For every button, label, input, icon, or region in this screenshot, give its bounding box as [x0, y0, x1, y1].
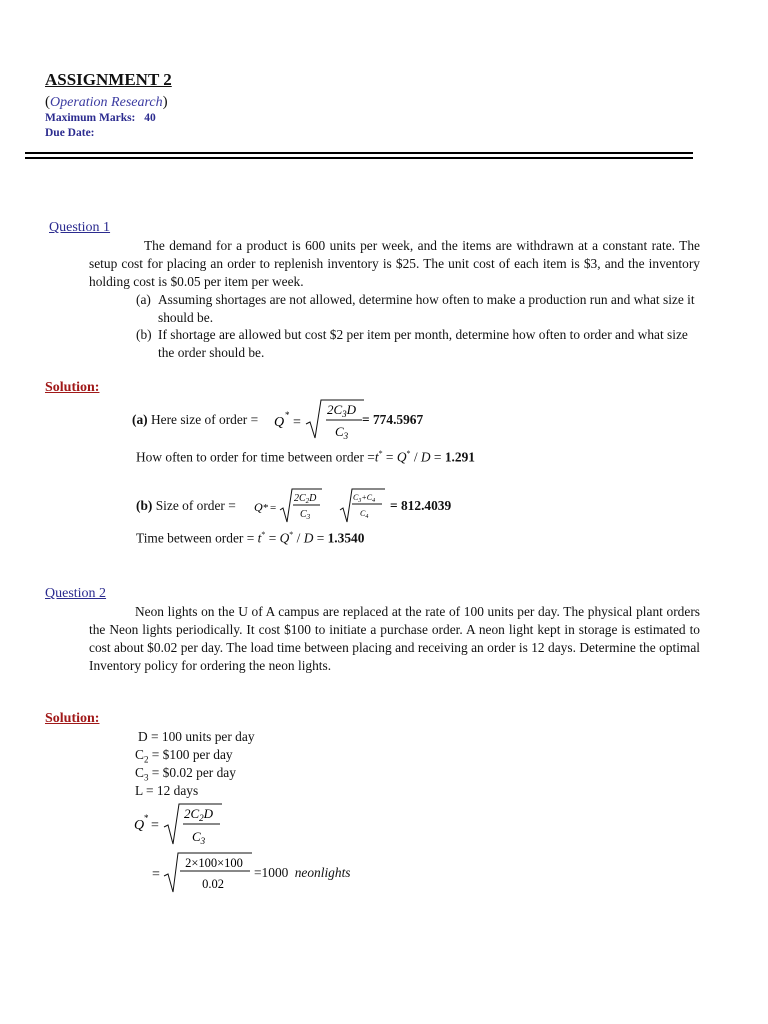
assignment-title: ASSIGNMENT 2: [45, 70, 172, 89]
svg-text:Q: Q: [134, 818, 145, 833]
question-1-part-a: [136, 291, 700, 327]
given-d: D = 100 units per day: [138, 729, 255, 744]
eoq-calculation: [150, 850, 260, 894]
max-marks-label: Maximum Marks:: [45, 112, 136, 124]
svg-text:*: *: [285, 410, 290, 420]
svg-text:C3: $C_3$: [300, 509, 311, 521]
question-2-body: Neon lights on the U of A campus are replaced at the rate of 100 units per day. The physical plant orders the Neon lights periodically. It cost $100 to initiate a purchase order. A neon light kept in storage is estimated to cost about $0.02 per day. The load time between placing and receiving an order is 12 days. Determine the optimal Inventory policy for ordering the neon lights.: [89, 604, 700, 673]
solution-1b-result-value: = 812.4039: [390, 498, 452, 513]
header-rule-bottom: [25, 157, 693, 159]
time-between-text: Time between order =: [136, 530, 255, 546]
question-2-heading: Question 2: [45, 586, 107, 601]
solution-1a-result-value: = 774.5967: [362, 412, 424, 427]
svg-text:2C2D: $2C_2D$: [294, 493, 317, 505]
svg-text:=: =: [270, 502, 277, 514]
svg-text:C3: $C_3$: [335, 424, 349, 441]
svg-text:=: =: [152, 867, 160, 882]
svg-text:2C3D: $2C_3D$: [327, 402, 357, 419]
svg-text:2C2D: $2C_2D$: [184, 806, 214, 823]
time-between-line: Time between order = t* = Q* / D = 1.3540: [136, 530, 365, 546]
question-2-text: [89, 603, 700, 675]
given-c3: $C_3$ = $0.02 per day: [135, 765, 236, 783]
solution-1a-label: (a): [132, 412, 148, 427]
given-c2-value: = $100 per day: [148, 747, 233, 762]
calc-unit: neonlights: [294, 865, 351, 880]
part-b-text: If shortage are allowed but cost $2 per item per month, determine how often to order and what size the order should be.: [158, 327, 688, 360]
part-a-text: Assuming shortages are not allowed, determine how often to make a production run and what size it should be.: [158, 292, 695, 325]
header-rule-top: [25, 152, 693, 154]
calc-result-line: [254, 864, 351, 882]
given-c3-value: = $0.02 per day: [148, 765, 236, 780]
solution-1b-line: [136, 498, 236, 514]
svg-text:C3+C4: $C_3+C_4$: [353, 493, 376, 504]
svg-text:C4: $C_4$: [360, 509, 369, 520]
due-date-label: Due Date:: [45, 127, 95, 139]
calc-denominator: 0.02: [202, 877, 224, 891]
solution-2-heading: Solution:: [45, 711, 100, 726]
solution-1b-result: [390, 498, 451, 514]
svg-text:C3: $C_3$: [192, 829, 206, 846]
question-1-body: The demand for a product is 600 units per week, and the items are withdrawn at a constant rate. The setup cost for placing an order to replenish inventory is $25. The unit cost of each item is $3, and the inventory holding cost is $0.05 per item per week.: [89, 238, 700, 289]
svg-text:=: =: [293, 415, 301, 430]
calc-result: =1000: [254, 865, 289, 880]
eoq-formula-1b: [252, 486, 392, 526]
subject-line: (Operation Research): [45, 94, 168, 110]
how-often-text: How often to order for time between order =: [136, 449, 375, 465]
solution-1a-result: [362, 412, 423, 428]
question-1-heading: Question 1: [49, 220, 111, 235]
svg-text:*: *: [144, 813, 149, 823]
solution-1a-line: [132, 412, 258, 428]
calc-numerator: 2×100×100: [185, 856, 243, 870]
solution-1b-label: (b): [136, 498, 153, 513]
eoq-formula-1a: [272, 396, 372, 444]
svg-text:Q: Q: [254, 500, 263, 514]
subject-name: Operation Research: [50, 95, 163, 110]
question-1-text: [89, 237, 700, 291]
svg-text:Q: Q: [274, 415, 285, 430]
part-b-label: (b): [136, 327, 152, 342]
svg-text:=: =: [151, 818, 159, 833]
max-marks-value: 40: [144, 112, 156, 124]
question-1-part-b: [136, 326, 700, 362]
eoq-formula-2: [132, 800, 232, 850]
time-between-result: 1.3540: [327, 530, 365, 546]
how-often-result: 1.291: [444, 449, 475, 465]
svg-text:*: *: [263, 502, 269, 514]
how-often-line: How often to order for time between order =t* = Q* / D = 1.291: [136, 449, 475, 465]
solution-1a-text: Here size of order =: [150, 412, 259, 427]
given-l: L = 12 days: [135, 783, 199, 798]
solution-1-heading: Solution:: [45, 380, 100, 395]
part-a-label: (a): [136, 292, 151, 307]
solution-1b-text: Size of order =: [155, 498, 236, 513]
given-c2: $C_2$ = $100 per day: [135, 747, 233, 765]
max-marks: [45, 112, 156, 124]
